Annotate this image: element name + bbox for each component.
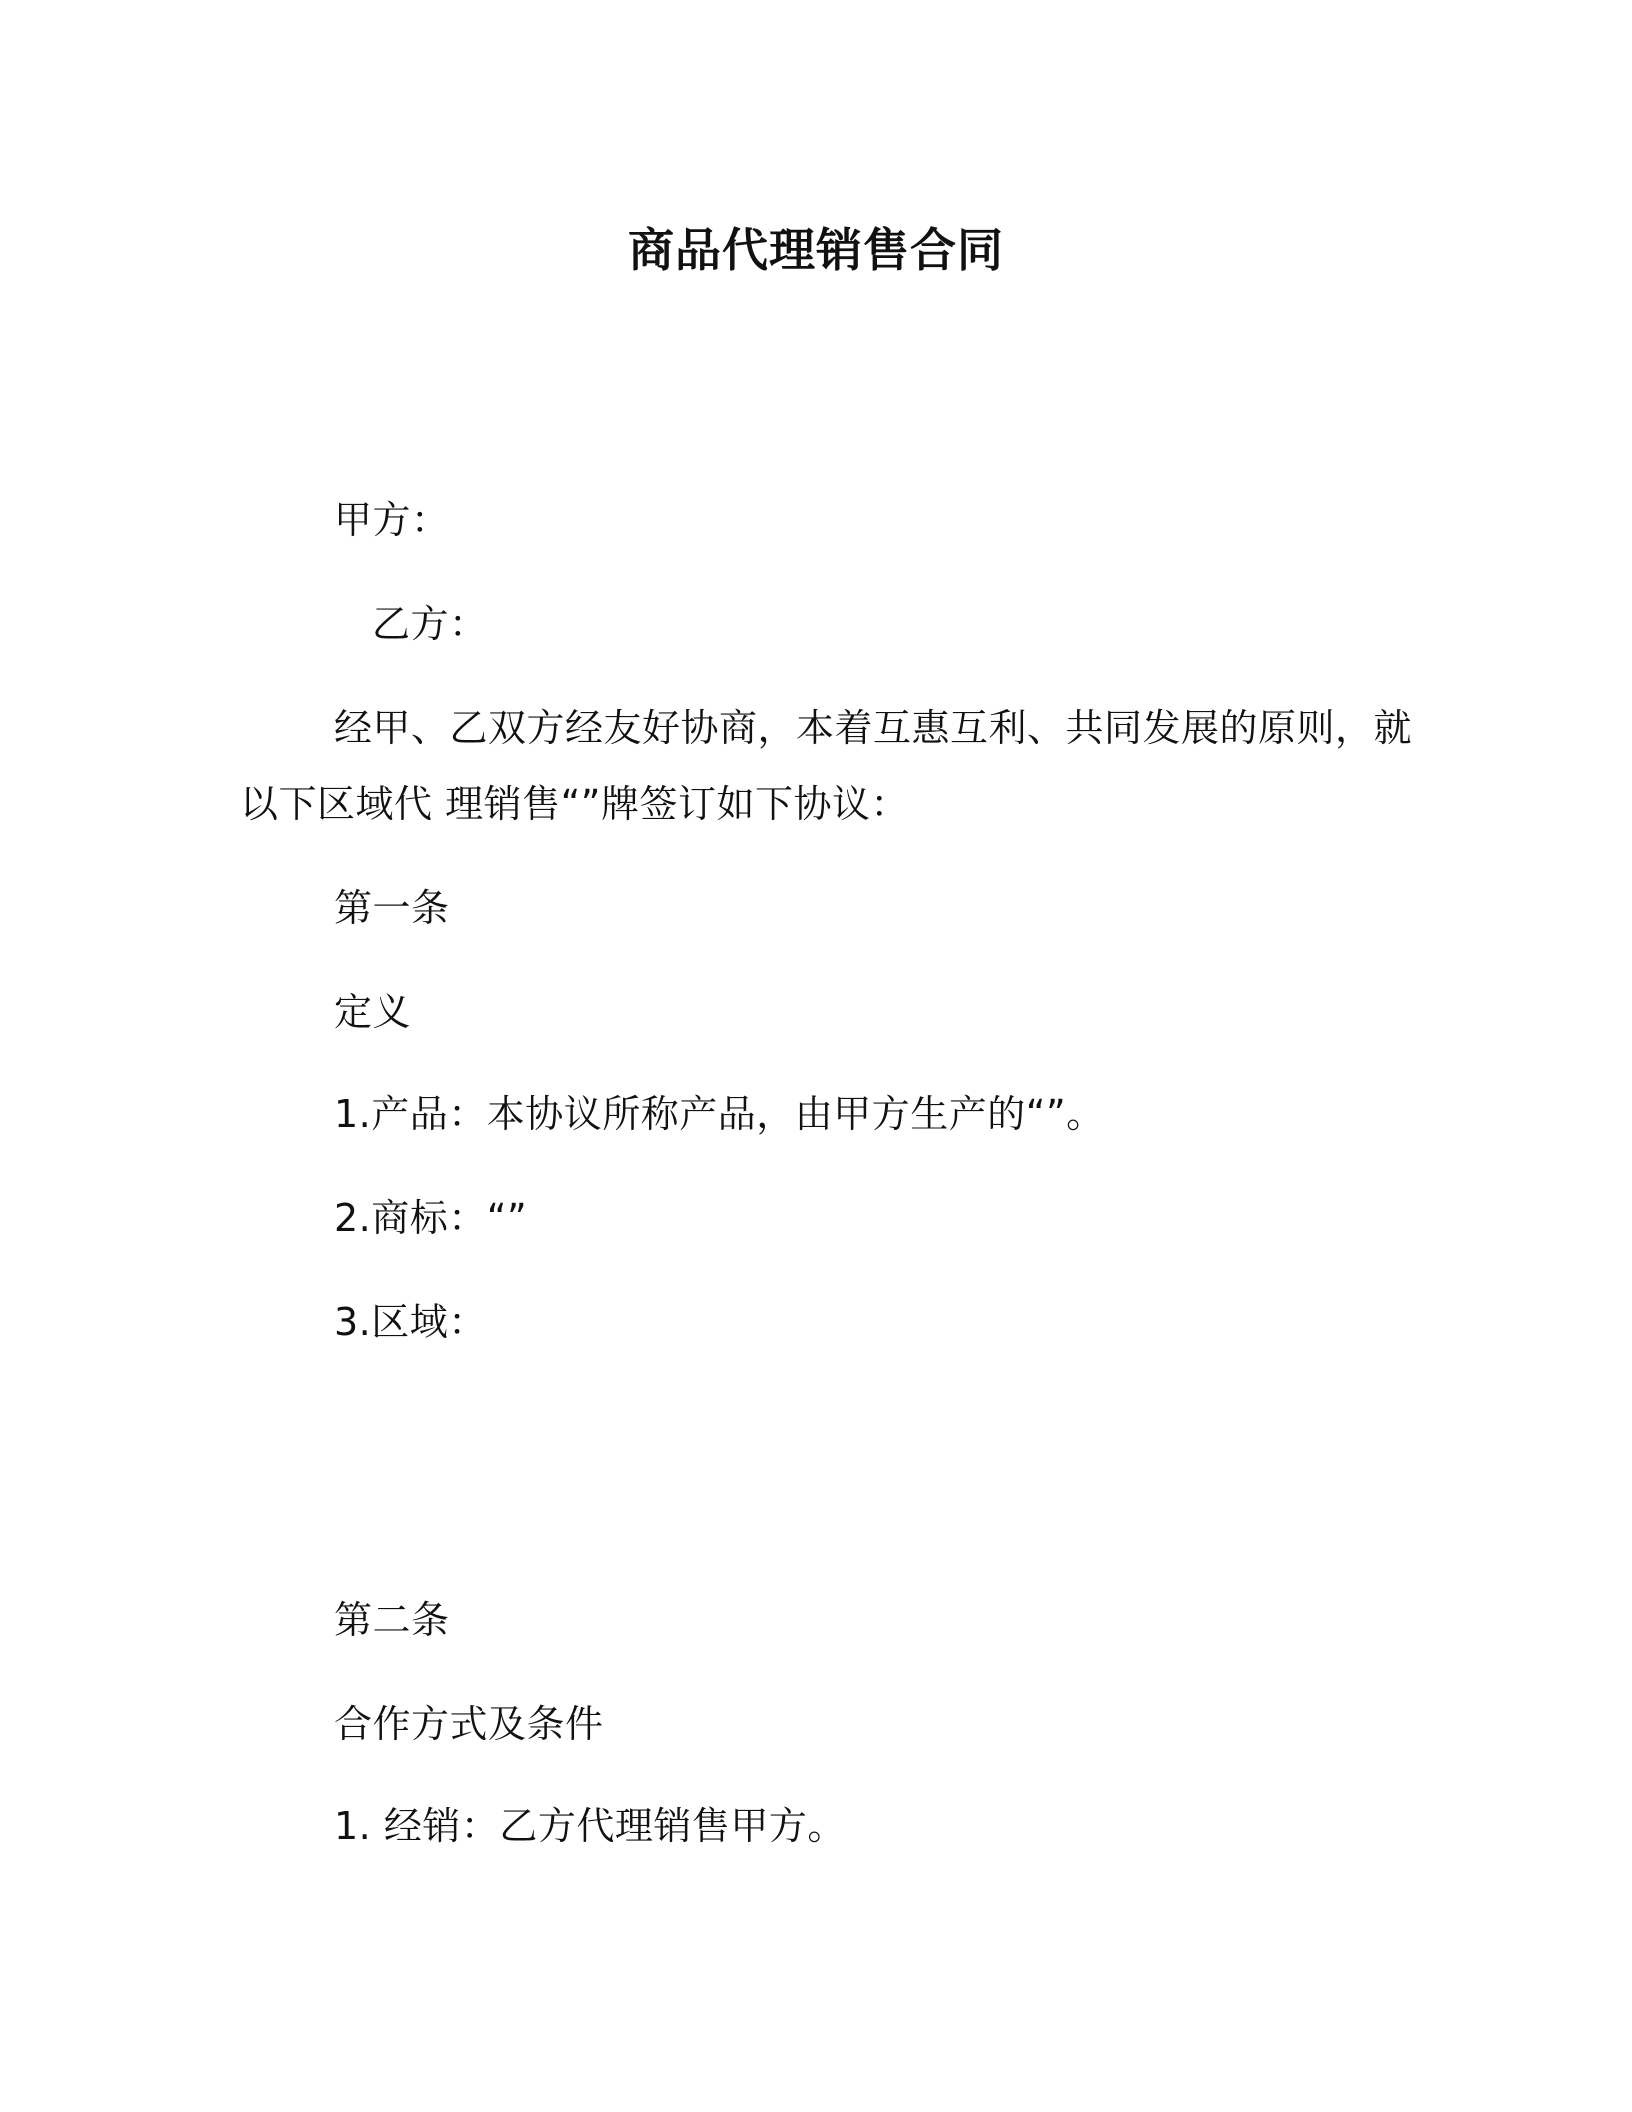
party-a-label: 甲方： (334, 498, 450, 542)
document-title: 商品代理销售合同 (628, 223, 1004, 277)
article-2-heading: 第二条 (334, 1598, 450, 1642)
article-1-item-region: 3.区域： (334, 1300, 487, 1344)
article-2-item-distribution: 1. 经销：乙方代理销售甲方。 (334, 1804, 846, 1848)
article-1-heading: 第一条 (334, 886, 450, 930)
article-1-item-product: 1.产品：本协议所称产品，由甲方生产的“”。 (334, 1092, 1105, 1136)
article-2-subheading: 合作方式及条件 (334, 1702, 604, 1746)
party-b-label: 乙方： (372, 602, 488, 646)
article-1-subheading: 定义 (334, 990, 412, 1034)
intro-paragraph-line-1: 经甲、乙双方经友好协商，本着互惠互利、共同发展的原则，就 (334, 706, 1413, 750)
article-1-item-trademark: 2.商标：“” (334, 1196, 528, 1240)
intro-paragraph-line-2: 以下区域代 理销售“”牌签订如下协议： (240, 782, 909, 826)
